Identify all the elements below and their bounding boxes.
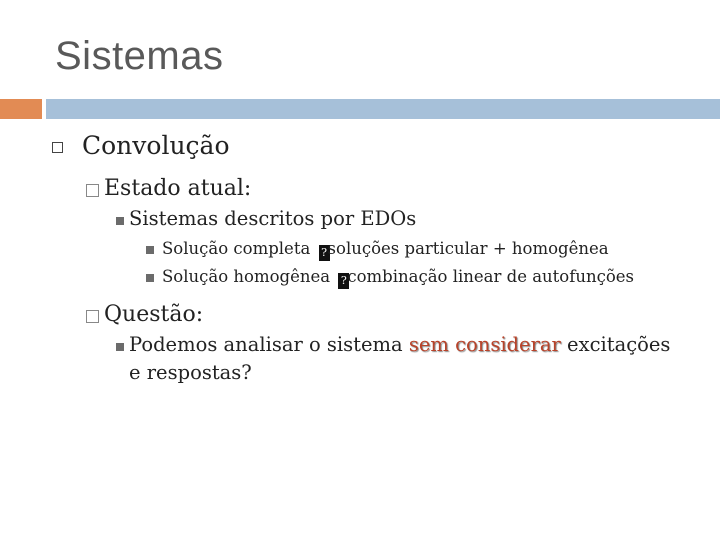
bullet-text: excitações [560, 333, 671, 356]
bullet-solucao-completa [162, 239, 609, 261]
square-bullet-icon [146, 274, 154, 282]
bullet-podemos-line1 [129, 333, 670, 356]
bullet-text: Convolução [82, 131, 230, 160]
bullet-solucao-homogenea [162, 267, 634, 289]
emphasis-text: sem considerar [408, 333, 561, 356]
square-bullet-icon [116, 217, 124, 225]
bullet-podemos-line2: e respostas? [129, 361, 252, 384]
square-bullet-icon [146, 246, 154, 254]
accent-bar-blue [46, 99, 720, 119]
bullet-text: combinação linear de autofunções [347, 267, 635, 286]
slide-title: Sistemas [55, 34, 224, 78]
replacement-glyph-icon: ? [338, 273, 349, 289]
hollow-square-bullet-icon [52, 142, 63, 153]
checkbox-bullet-icon [86, 310, 99, 323]
bullet-text: Solução homogênea [162, 267, 336, 286]
accent-bar-orange [0, 99, 42, 119]
bullet-text: soluções particular + homogênea [327, 239, 609, 258]
square-bullet-icon [116, 343, 124, 351]
bullet-text: Solução completa [162, 239, 316, 258]
bullet-text: Podemos analisar o sistema [129, 333, 409, 356]
bullet-text: Estado atual: [104, 176, 252, 201]
checkbox-bullet-icon [86, 184, 99, 197]
bullet-sistemas-edos: Sistemas descritos por EDOs [129, 207, 417, 230]
bullet-text: Questão: [104, 302, 204, 327]
replacement-glyph-icon: ? [319, 245, 330, 261]
